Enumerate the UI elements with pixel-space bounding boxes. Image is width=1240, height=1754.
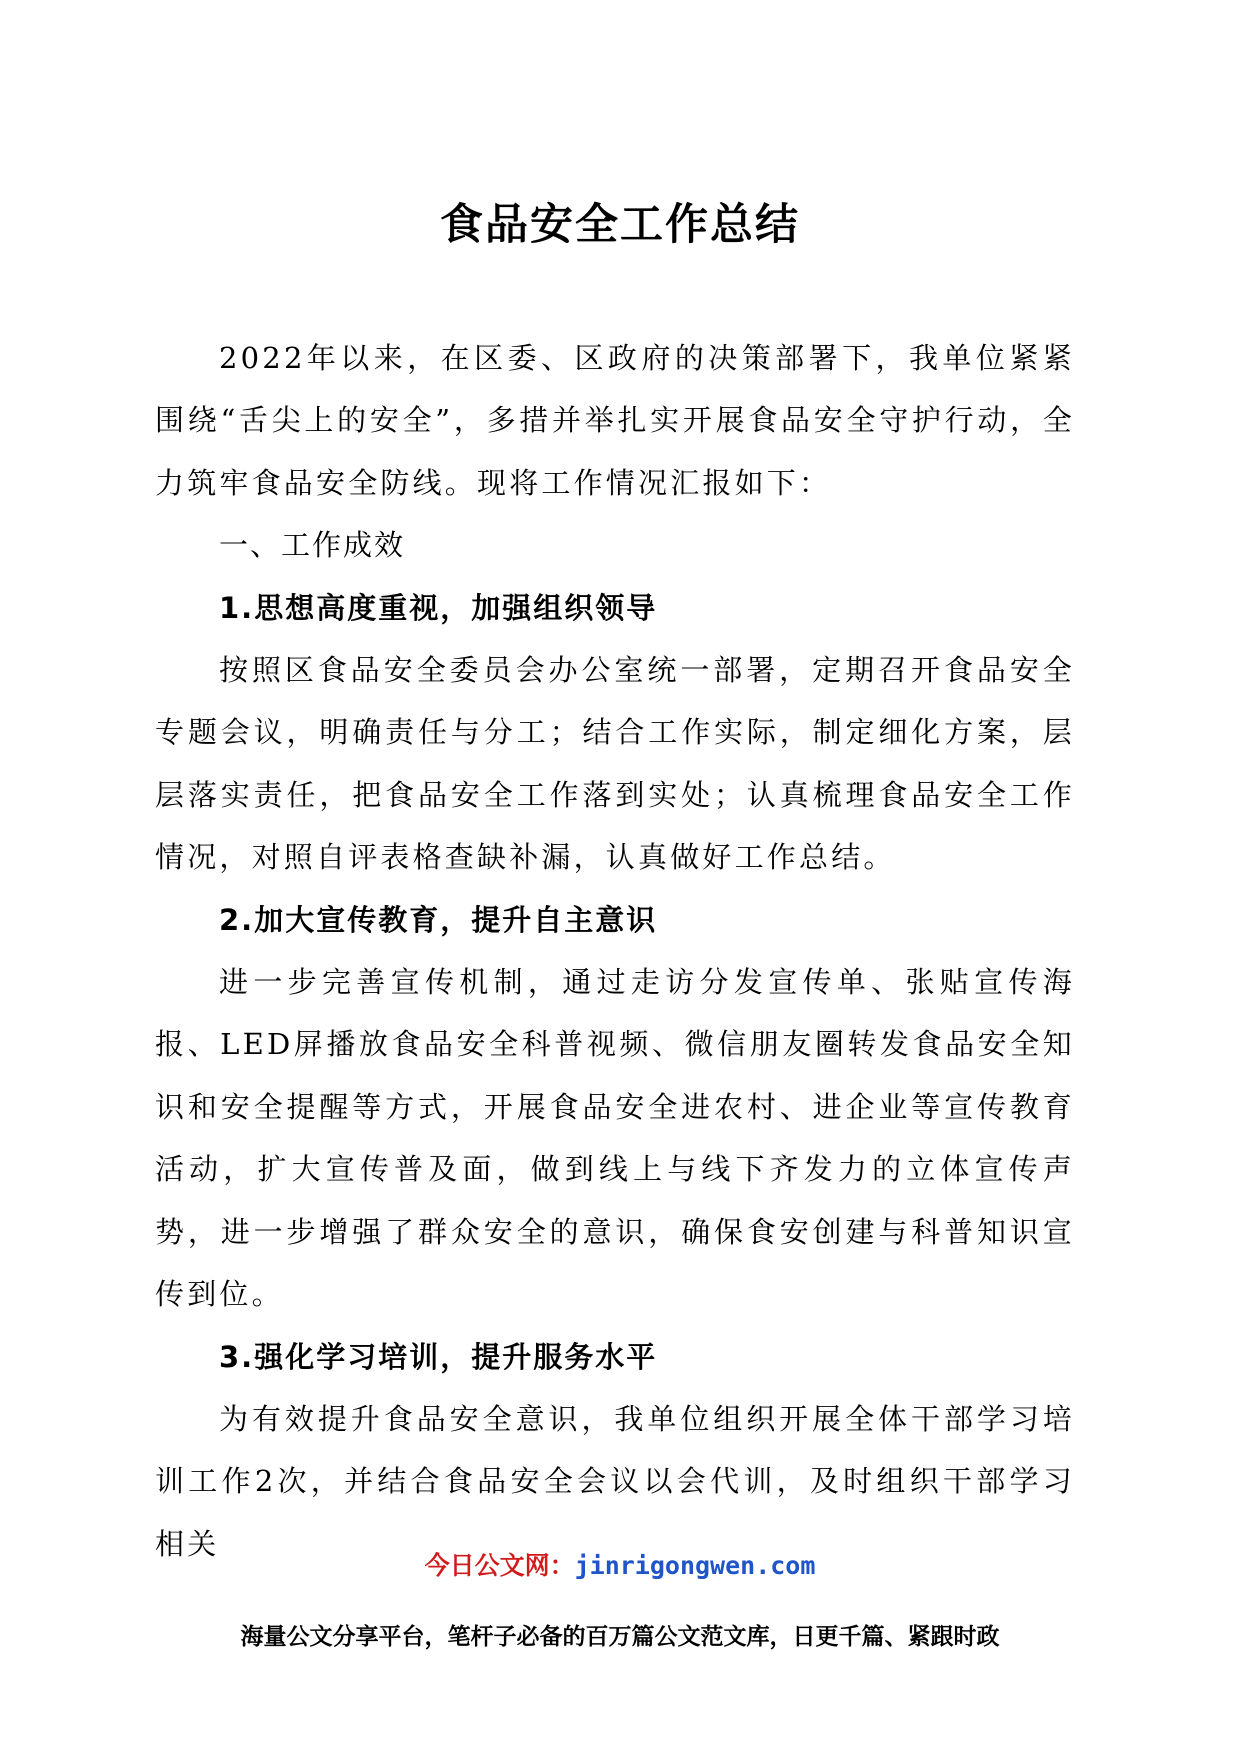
footer-slogan: 海量公文分享平台，笔杆子必备的百万篇公文范文库，日更千篇、紧跟时政 <box>240 1624 1000 1650</box>
paragraph-training: 为有效提升食品安全意识，我单位组织开展全体干部学习培训工作2次，并结合食品安全会议以会代训，及时组织干部学习相关 <box>155 1401 1075 1561</box>
intro-paragraph: 2022年以来，在区委、区政府的决策部署下，我单位紧紧围绕“舌尖上的安全”，多措并举扎实开展食品安全守护行动，全力筑牢食品安全防线。现将工作情况汇报如下： <box>155 341 1075 500</box>
footer-site-line <box>0 1548 1240 1584</box>
paragraph-leadership: 按照区食品安全委员会办公室统一部署，定期召开食品安全专题会议，明确责任与分工；结合工作实际，制定细化方案，层层落实责任，把食品安全工作落到实处；认真梳理食品安全工作情况，对照自评表格查缺补漏，认真做好工作总结。 <box>155 653 1075 875</box>
subheading-publicity: 2.加大宣传教育，提升自主意识 <box>219 902 658 937</box>
section-heading-achievements: 一、工作成效 <box>219 528 406 563</box>
subheading-training: 3.强化学习培训，提升服务水平 <box>219 1339 658 1374</box>
footer-site-name: 今日公文网： <box>424 1551 575 1580</box>
paragraph-publicity: 进一步完善宣传机制，通过走访分发宣传单、张贴宣传海报、LED屏播放食品安全科普视频、微信朋友圈转发食品安全知识和安全提醒等方式，开展食品安全进农村、进企业等宣传教育活动，扩大宣传普及面，做到线上与线下齐发力的立体宣传声势，进一步增强了群众安全的意识，确保食安创建与科普知识宣传到位。 <box>155 965 1075 1312</box>
footer-site-link[interactable]: jinrigongwen.com <box>574 1551 816 1580</box>
document-title: 食品安全工作总结 <box>440 200 800 250</box>
subheading-leadership: 1.思想高度重视，加强组织领导 <box>219 590 658 625</box>
document-body <box>155 327 1075 1575</box>
